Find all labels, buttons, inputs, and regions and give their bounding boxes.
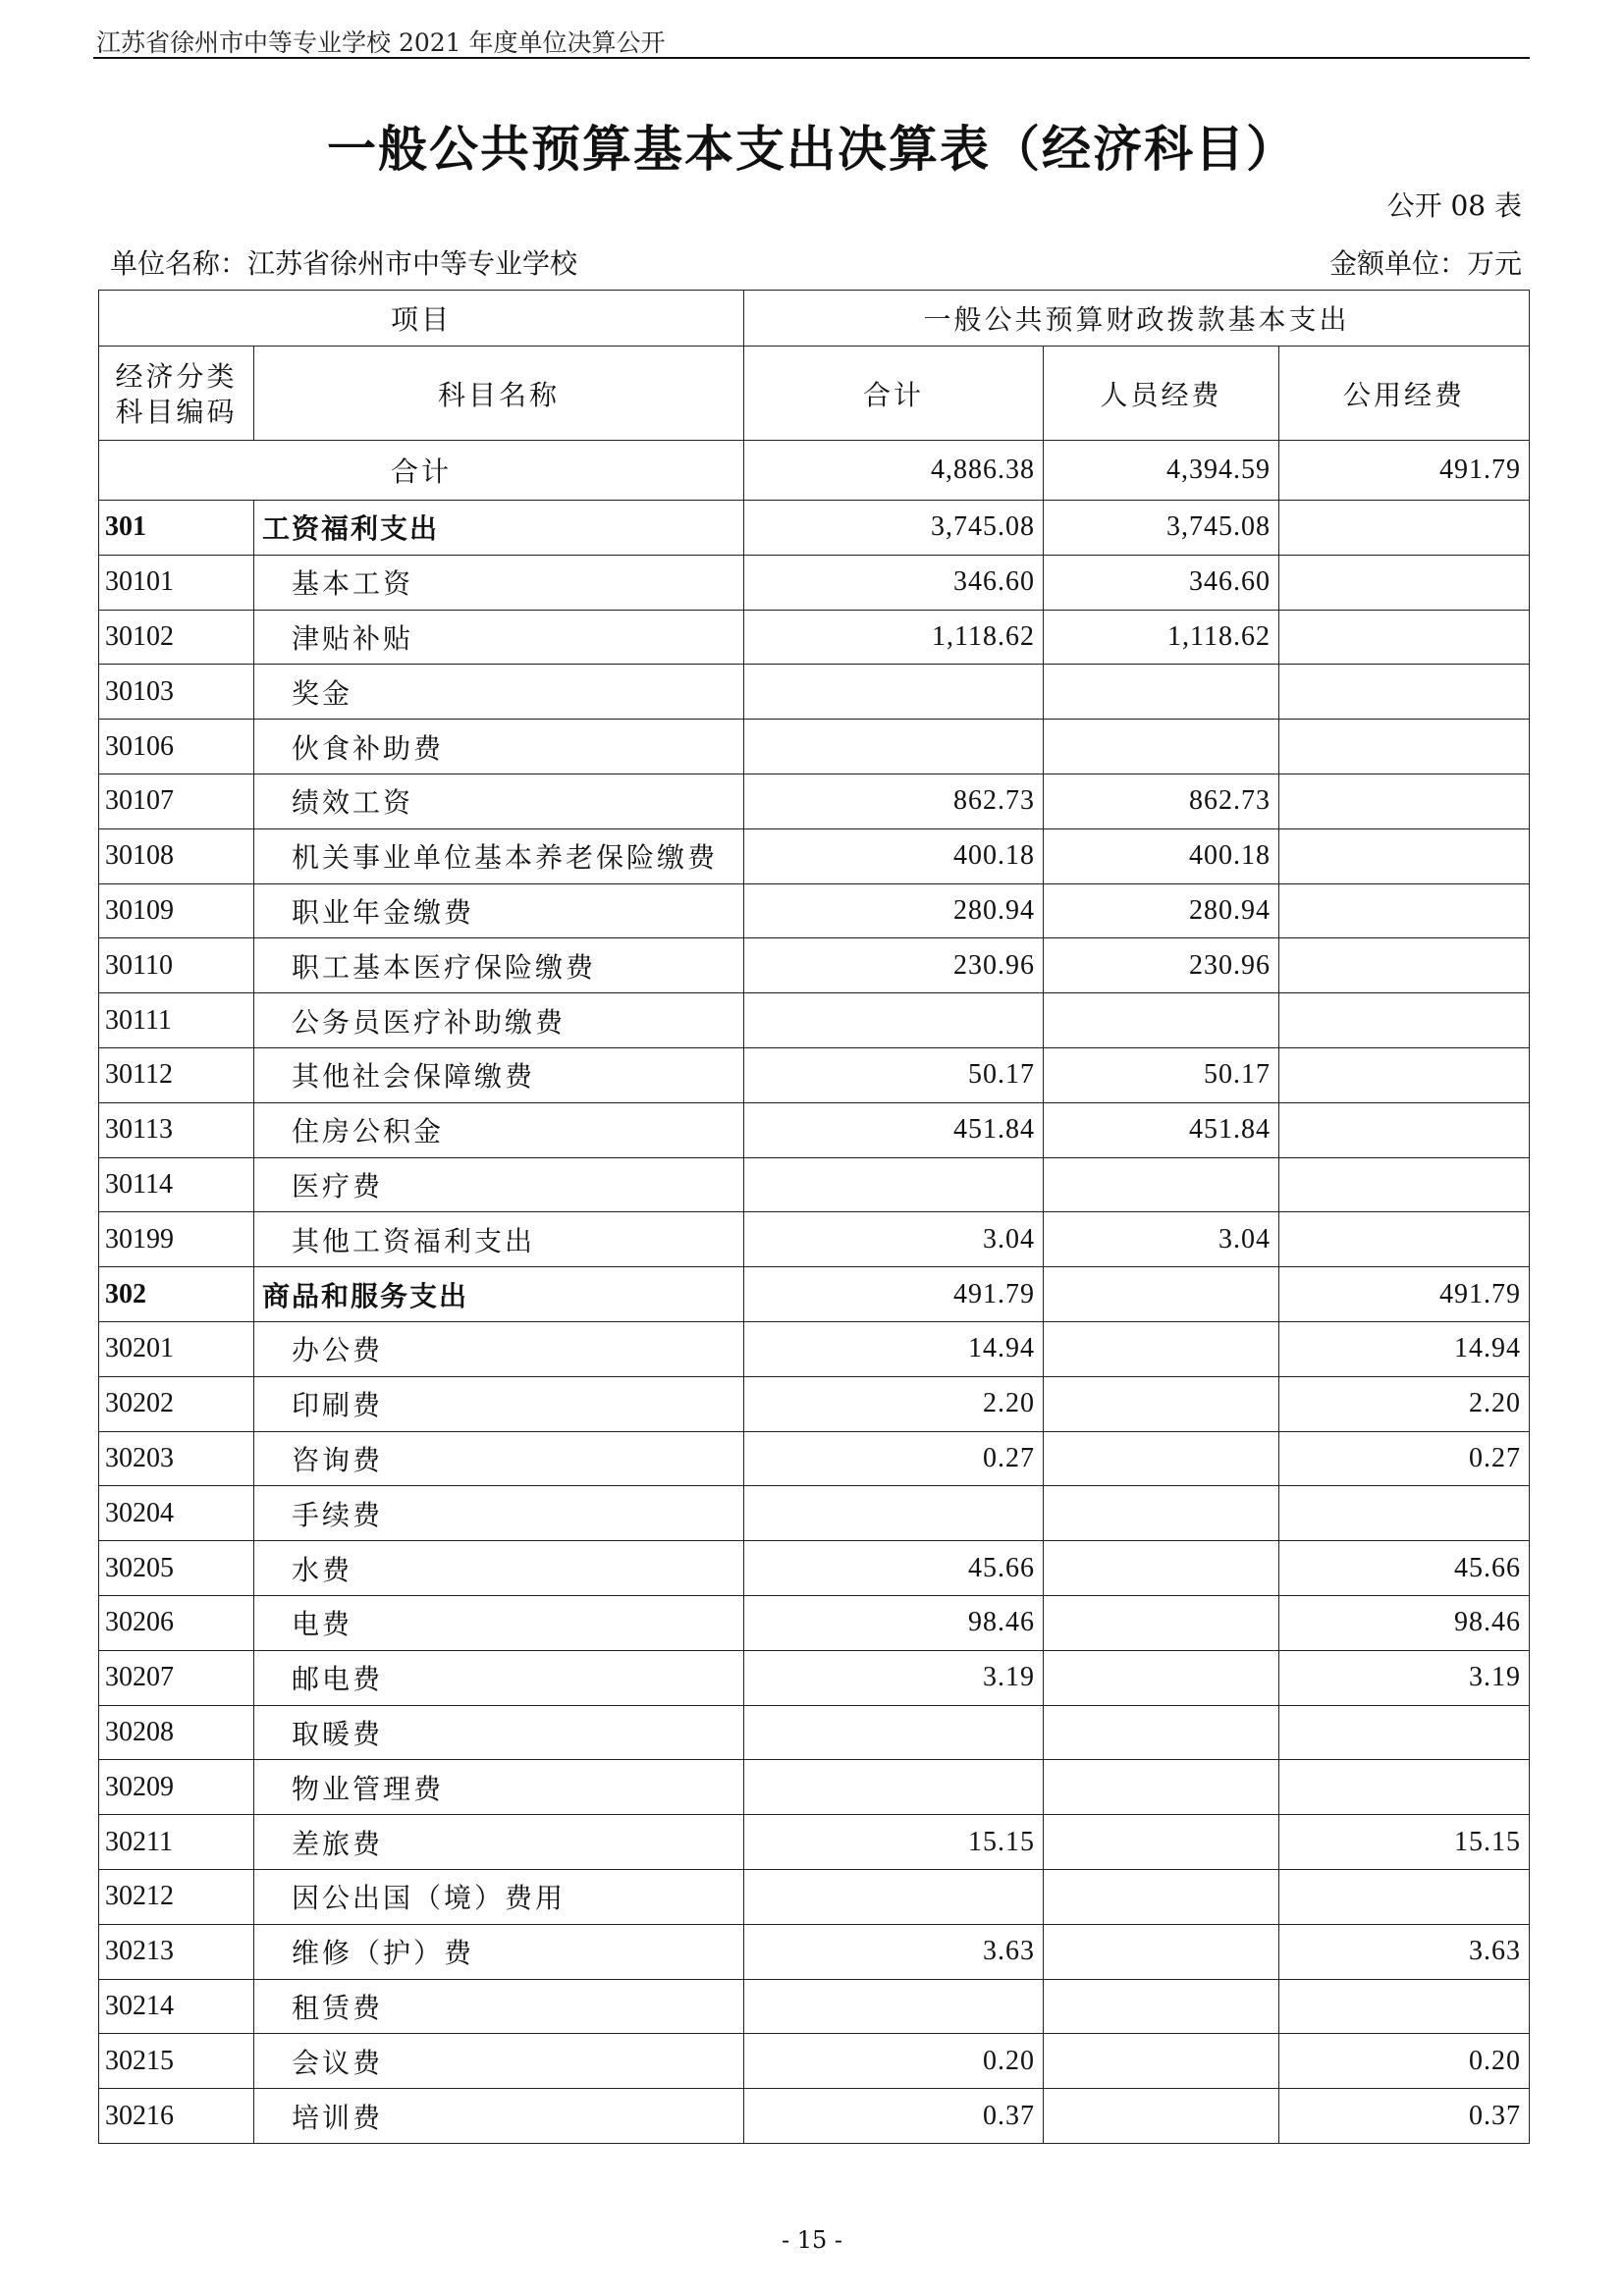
row-total: 3.63: [744, 1924, 1044, 1979]
row-name: 咨询费: [254, 1431, 744, 1486]
row-public: [1279, 1979, 1530, 2034]
row-code: 30107: [99, 774, 254, 828]
row-total: 3,745.08: [744, 501, 1044, 556]
row-personnel: [1044, 1321, 1279, 1376]
row-public: [1279, 1212, 1530, 1267]
row-name: 印刷费: [254, 1376, 744, 1431]
header-code: [99, 347, 254, 441]
table-row: [99, 610, 1530, 665]
row-personnel: 230.96: [1044, 938, 1279, 993]
row-personnel: [1044, 1924, 1279, 1979]
row-name: 基本工资: [254, 555, 744, 610]
row-name: 租赁费: [254, 1979, 744, 2034]
row-name: 机关事业单位基本养老保险缴费: [254, 828, 744, 883]
row-public: [1279, 555, 1530, 610]
table-row: [99, 828, 1530, 883]
row-public: 0.20: [1279, 2034, 1530, 2089]
category-row: [99, 501, 1530, 556]
row-code: 30213: [99, 1924, 254, 1979]
row-name: 其他社会保障缴费: [254, 1047, 744, 1102]
row-personnel: 3,745.08: [1044, 501, 1279, 556]
amount-unit: 金额单位：万元: [1328, 247, 1522, 280]
row-total: 400.18: [744, 828, 1044, 883]
table-row: [99, 774, 1530, 828]
row-name: 邮电费: [254, 1650, 744, 1705]
table-row: [99, 993, 1530, 1048]
row-personnel: 862.73: [1044, 774, 1279, 828]
row-total: [744, 665, 1044, 720]
row-total: 1,118.62: [744, 610, 1044, 665]
row-personnel: [1044, 993, 1279, 1048]
table-row: [99, 883, 1530, 938]
table-row: [99, 1157, 1530, 1212]
table-row: [99, 1212, 1530, 1267]
row-public: [1279, 938, 1530, 993]
row-personnel: [1044, 1595, 1279, 1650]
row-code: 30109: [99, 883, 254, 938]
row-personnel: [1044, 2034, 1279, 2089]
page-title: 一般公共预算基本支出决算表（经济科目）: [327, 121, 1297, 178]
table-row: [99, 1869, 1530, 1924]
row-name: 维修（护）费: [254, 1924, 744, 1979]
row-public: 3.63: [1279, 1924, 1530, 1979]
unit-name: 单位名称：江苏省徐州市中等专业学校: [110, 247, 578, 280]
row-public: 98.46: [1279, 1595, 1530, 1650]
row-code: 30212: [99, 1869, 254, 1924]
table-row: [99, 1102, 1530, 1157]
row-name: 职工基本医疗保险缴费: [254, 938, 744, 993]
row-total: 0.37: [744, 2089, 1044, 2144]
row-name: 因公出国（境）费用: [254, 1869, 744, 1924]
row-personnel: [1044, 2089, 1279, 2144]
row-personnel: [1044, 1705, 1279, 1760]
row-public: [1279, 665, 1530, 720]
row-personnel: 280.94: [1044, 883, 1279, 938]
row-total: 491.79: [744, 1267, 1044, 1322]
table-row: [99, 1705, 1530, 1760]
row-name: 其他工资福利支出: [254, 1212, 744, 1267]
row-total: [744, 1705, 1044, 1760]
row-code: 30108: [99, 828, 254, 883]
table-row: [99, 665, 1530, 720]
table-row: [99, 2089, 1530, 2144]
row-name: 取暖费: [254, 1705, 744, 1760]
row-public: [1279, 1705, 1530, 1760]
row-name: 培训费: [254, 2089, 744, 2144]
row-code: 302: [99, 1267, 254, 1322]
row-name: 手续费: [254, 1486, 744, 1541]
row-name: 办公费: [254, 1321, 744, 1376]
row-total: 98.46: [744, 1595, 1044, 1650]
row-public: 0.27: [1279, 1431, 1530, 1486]
table-row: [99, 1431, 1530, 1486]
row-total: 280.94: [744, 883, 1044, 938]
row-code: 301: [99, 501, 254, 556]
row-code: 30215: [99, 2034, 254, 2089]
row-name: 会议费: [254, 2034, 744, 2089]
row-name: 职业年金缴费: [254, 883, 744, 938]
table-row: [99, 1321, 1530, 1376]
row-name: 商品和服务支出: [254, 1267, 744, 1322]
row-total: 451.84: [744, 1102, 1044, 1157]
row-personnel: 451.84: [1044, 1102, 1279, 1157]
row-personnel: [1044, 1486, 1279, 1541]
row-public: 14.94: [1279, 1321, 1530, 1376]
table-row: [99, 1541, 1530, 1596]
row-name: 住房公积金: [254, 1102, 744, 1157]
table-row: [99, 1650, 1530, 1705]
row-name: 物业管理费: [254, 1760, 744, 1815]
row-total: [744, 993, 1044, 1048]
row-name: 津贴补贴: [254, 610, 744, 665]
row-personnel: 3.04: [1044, 1212, 1279, 1267]
page-number: - 15 -: [781, 2226, 842, 2254]
table-row: [99, 1595, 1530, 1650]
header-code-line2: 科目编码: [115, 395, 238, 428]
row-total: 14.94: [744, 1321, 1044, 1376]
row-name: 奖金: [254, 665, 744, 720]
row-public: [1279, 610, 1530, 665]
row-public: [1279, 774, 1530, 828]
row-code: 30199: [99, 1212, 254, 1267]
row-public: 15.15: [1279, 1815, 1530, 1870]
row-personnel: 346.60: [1044, 555, 1279, 610]
row-public: 3.19: [1279, 1650, 1530, 1705]
row-public: [1279, 1869, 1530, 1924]
row-personnel: [1044, 1869, 1279, 1924]
row-code: 30102: [99, 610, 254, 665]
row-public: [1279, 501, 1530, 556]
row-personnel: [1044, 1157, 1279, 1212]
row-code: 30214: [99, 1979, 254, 2034]
row-code: 30211: [99, 1815, 254, 1870]
total-label: 合计: [99, 441, 744, 501]
row-name: 差旅费: [254, 1815, 744, 1870]
table-row: [99, 1047, 1530, 1102]
row-public: 45.66: [1279, 1541, 1530, 1596]
row-public: [1279, 1047, 1530, 1102]
row-total: [744, 1869, 1044, 1924]
row-total: 50.17: [744, 1047, 1044, 1102]
row-name: 公务员医疗补助缴费: [254, 993, 744, 1048]
row-code: 30206: [99, 1595, 254, 1650]
row-total: 3.04: [744, 1212, 1044, 1267]
table-row: [99, 1760, 1530, 1815]
row-public: [1279, 828, 1530, 883]
row-total: [744, 720, 1044, 774]
row-personnel: [1044, 1431, 1279, 1486]
table-row: [99, 1815, 1530, 1870]
row-public: [1279, 720, 1530, 774]
row-personnel: [1044, 1815, 1279, 1870]
header-row-1: [99, 291, 1530, 347]
row-code: 30110: [99, 938, 254, 993]
running-header: 江苏省徐州市中等专业学校 2021 年度单位决算公开: [96, 28, 666, 57]
row-name: 医疗费: [254, 1157, 744, 1212]
row-total: 3.19: [744, 1650, 1044, 1705]
row-total: 0.27: [744, 1431, 1044, 1486]
table-row: [99, 938, 1530, 993]
row-public: [1279, 1760, 1530, 1815]
table-row: [99, 720, 1530, 774]
row-personnel: 50.17: [1044, 1047, 1279, 1102]
row-code: 30106: [99, 720, 254, 774]
row-total: 346.60: [744, 555, 1044, 610]
row-code: 30111: [99, 993, 254, 1048]
row-code: 30113: [99, 1102, 254, 1157]
table-row: [99, 555, 1530, 610]
row-total: [744, 1760, 1044, 1815]
row-total: 2.20: [744, 1376, 1044, 1431]
total-row: [99, 441, 1530, 501]
row-personnel: 1,118.62: [1044, 610, 1279, 665]
header-code-line1: 经济分类: [115, 359, 238, 393]
category-row: [99, 1267, 1530, 1322]
total-sum: 4,886.38: [744, 441, 1044, 501]
row-public: 491.79: [1279, 1267, 1530, 1322]
row-total: 862.73: [744, 774, 1044, 828]
header-row-2: [99, 347, 1530, 441]
row-public: [1279, 883, 1530, 938]
row-public: [1279, 993, 1530, 1048]
row-code: 30101: [99, 555, 254, 610]
row-total: 0.20: [744, 2034, 1044, 2089]
row-name: 水费: [254, 1541, 744, 1596]
header-name: 科目名称: [254, 347, 744, 441]
table-row: [99, 1486, 1530, 1541]
row-code: 30205: [99, 1541, 254, 1596]
total-personnel: 4,394.59: [1044, 441, 1279, 501]
row-total: 45.66: [744, 1541, 1044, 1596]
row-total: [744, 1157, 1044, 1212]
row-personnel: [1044, 1760, 1279, 1815]
row-personnel: [1044, 1979, 1279, 2034]
table-row: [99, 1979, 1530, 2034]
budget-table: [98, 290, 1530, 2144]
row-personnel: [1044, 720, 1279, 774]
row-code: 30112: [99, 1047, 254, 1102]
total-public: 491.79: [1279, 441, 1530, 501]
row-name: 电费: [254, 1595, 744, 1650]
row-public: [1279, 1486, 1530, 1541]
form-code: 公开 08 表: [1386, 189, 1522, 222]
row-public: [1279, 1102, 1530, 1157]
row-code: 30103: [99, 665, 254, 720]
row-code: 30208: [99, 1705, 254, 1760]
row-total: [744, 1979, 1044, 2034]
row-code: 30203: [99, 1431, 254, 1486]
row-personnel: [1044, 1267, 1279, 1322]
row-total: 15.15: [744, 1815, 1044, 1870]
table-row: [99, 1376, 1530, 1431]
row-personnel: [1044, 1376, 1279, 1431]
row-code: 30202: [99, 1376, 254, 1431]
row-personnel: 400.18: [1044, 828, 1279, 883]
header-public: 公用经费: [1279, 347, 1530, 441]
row-code: 30204: [99, 1486, 254, 1541]
table-row: [99, 1924, 1530, 1979]
header-total: 合计: [744, 347, 1044, 441]
row-code: 30201: [99, 1321, 254, 1376]
row-total: 230.96: [744, 938, 1044, 993]
row-code: 30209: [99, 1760, 254, 1815]
row-code: 30216: [99, 2089, 254, 2144]
header-personnel: 人员经费: [1044, 347, 1279, 441]
row-code: 30114: [99, 1157, 254, 1212]
row-code: 30207: [99, 1650, 254, 1705]
header-divider: [93, 57, 1530, 59]
row-total: [744, 1486, 1044, 1541]
header-group: 一般公共预算财政拨款基本支出: [744, 291, 1530, 347]
row-personnel: [1044, 1541, 1279, 1596]
row-public: [1279, 1157, 1530, 1212]
row-public: 0.37: [1279, 2089, 1530, 2144]
row-name: 工资福利支出: [254, 501, 744, 556]
header-project: 项目: [99, 291, 744, 347]
table-row: [99, 2034, 1530, 2089]
row-name: 伙食补助费: [254, 720, 744, 774]
row-public: 2.20: [1279, 1376, 1530, 1431]
row-name: 绩效工资: [254, 774, 744, 828]
row-personnel: [1044, 1650, 1279, 1705]
row-personnel: [1044, 665, 1279, 720]
